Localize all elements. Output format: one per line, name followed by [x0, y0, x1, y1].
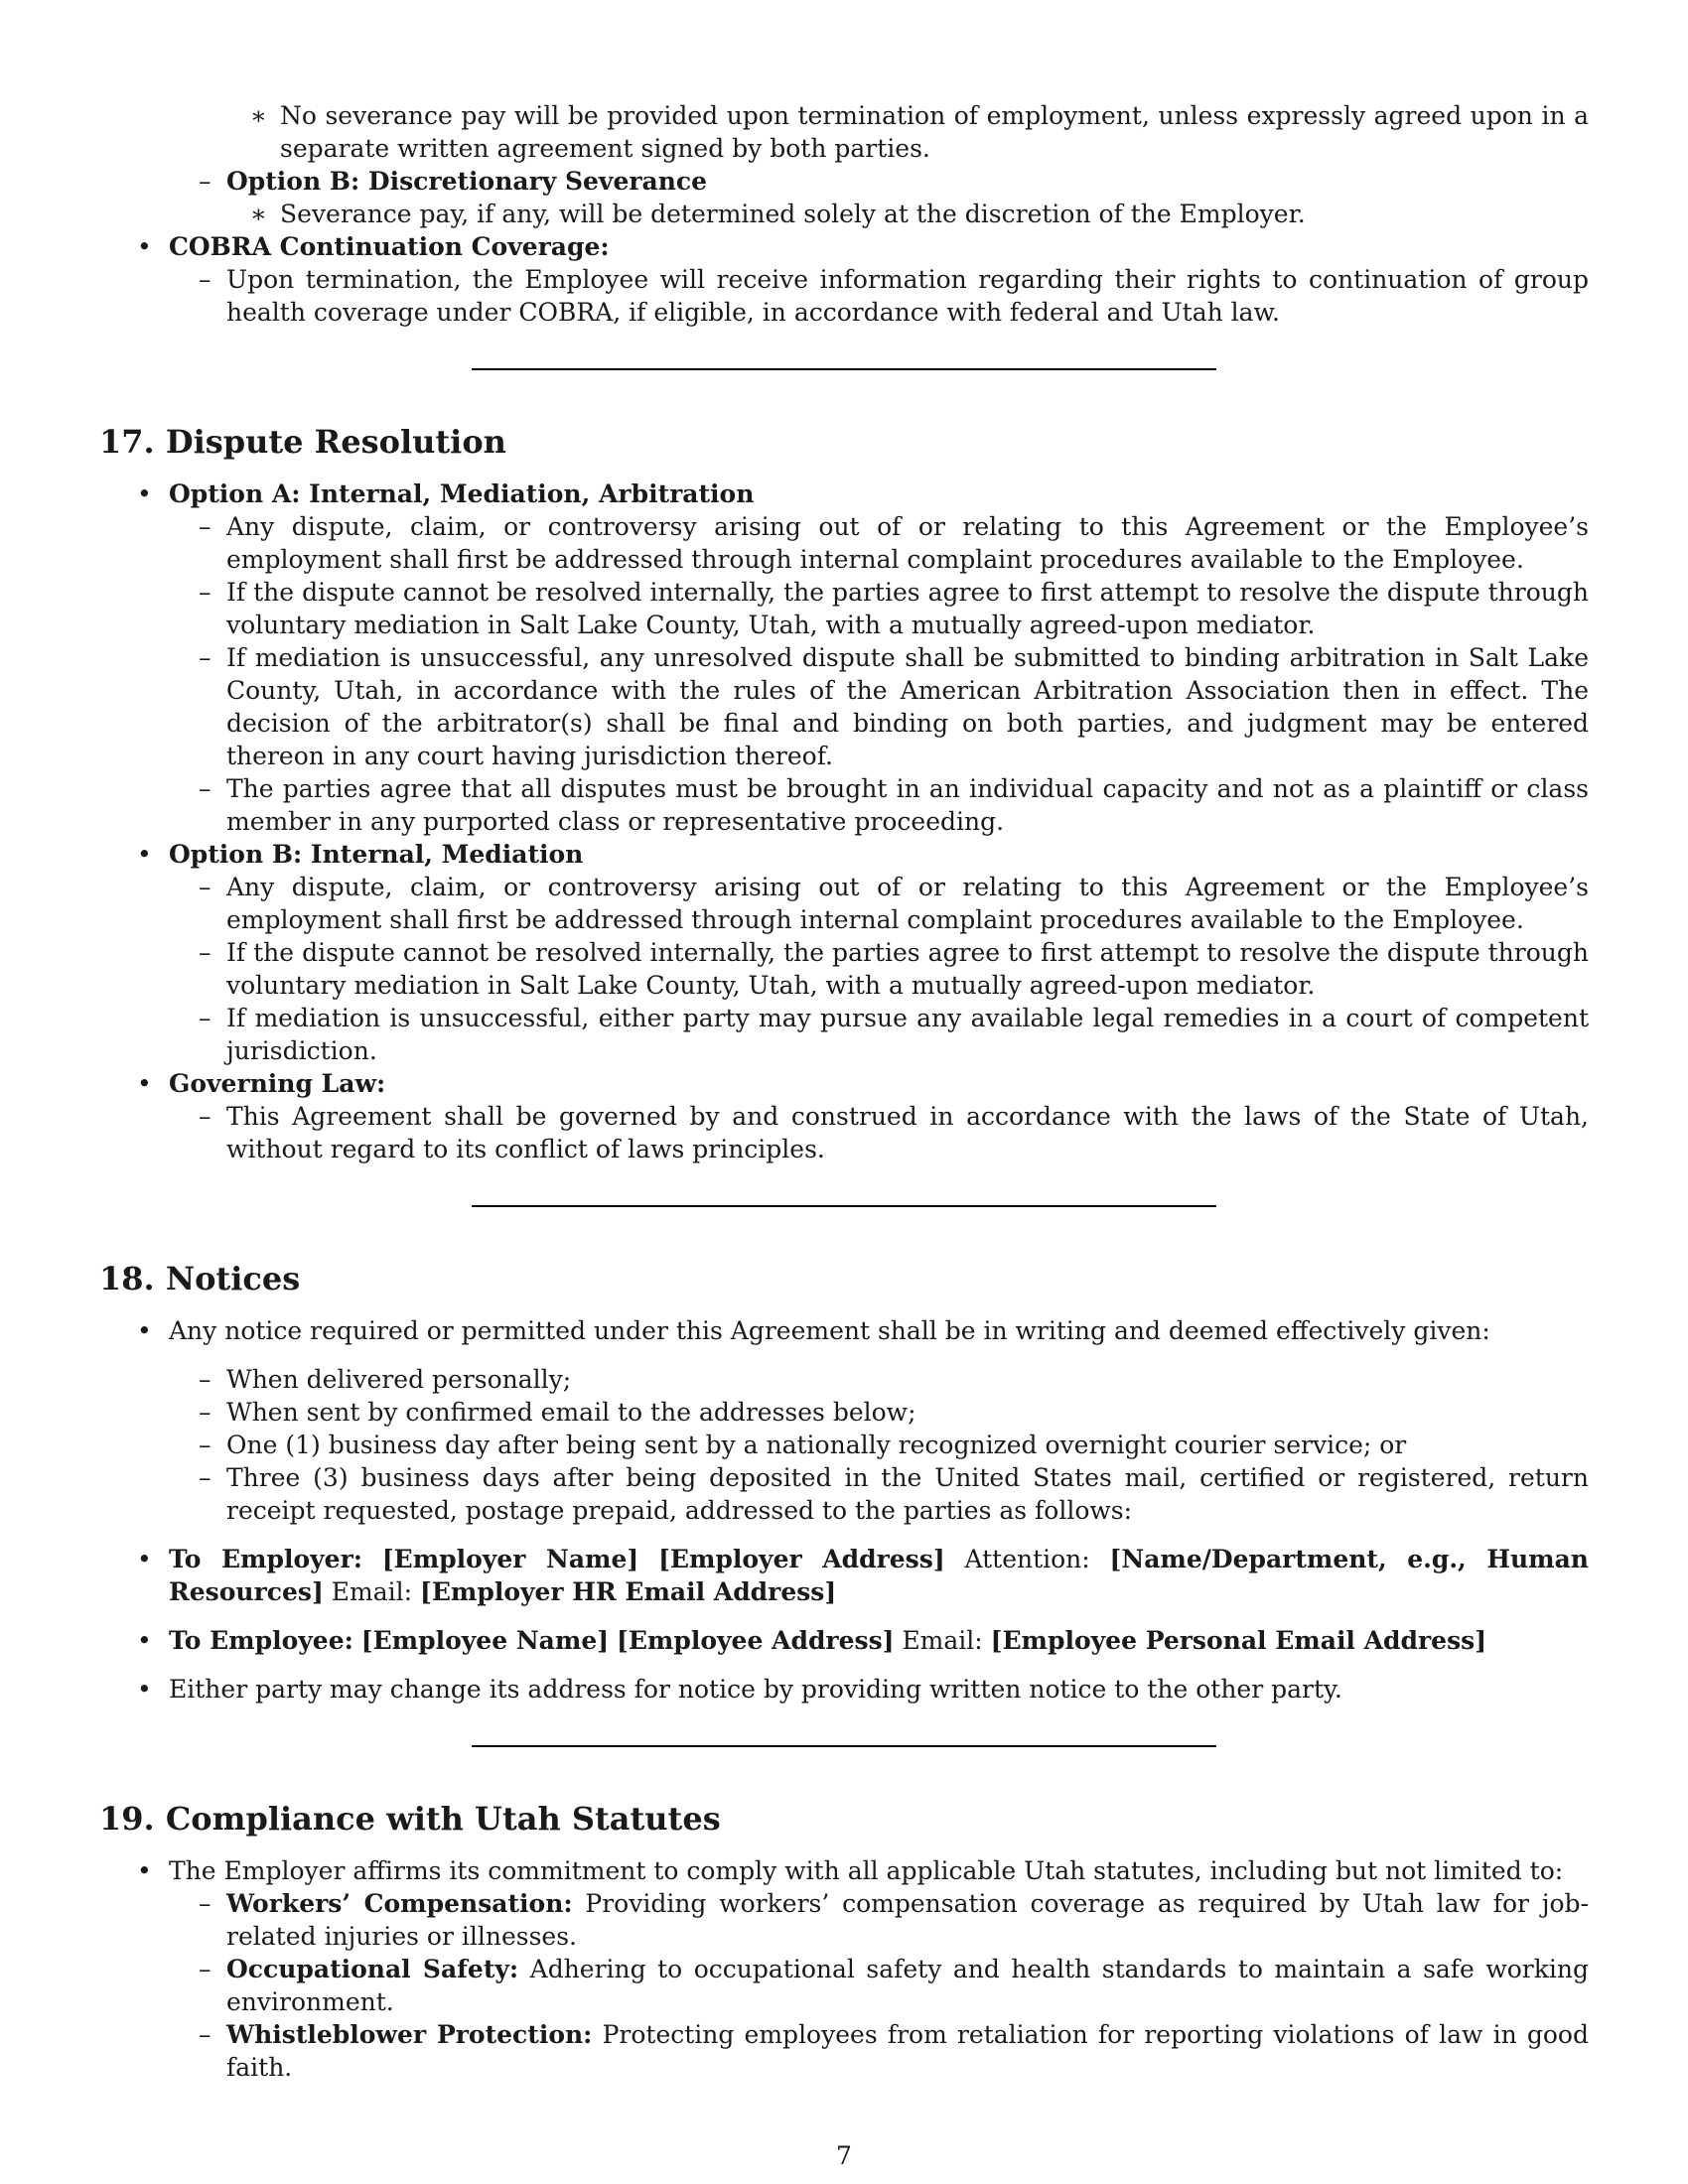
- list-item: – Occupational Safety: Adhering to occupational safety and health standards to maintain a safe working environment.: [199, 1955, 1589, 2016]
- option-label: Option A: Internal, Mediation, Arbitration: [169, 479, 755, 508]
- option-label: Option B: Discretionary Severance: [226, 167, 708, 196]
- list-item: – One (1) business day after being sent by a nationally recognized overnight courier service; or: [199, 1431, 1407, 1459]
- list-item: • Governing Law:: [137, 1069, 386, 1098]
- list-item: – Three (3) business days after being deposited in the United States mail, certified or registered, return receipt requested, postage prepaid, addressed to the parties as follows:: [199, 1463, 1589, 1525]
- option-label: Option B: Internal, Mediation: [169, 840, 584, 869]
- list-item: – The parties agree that all disputes must be brought in an individual capacity and not as a plaintiff or class member in any purported class or representative proceeding.: [199, 774, 1589, 836]
- list-item: ∗ No severance pay will be provided upon termination of employment, unless expressly agreed upon in a separate written agreement signed by both parties.: [250, 101, 1589, 163]
- notice-employee: • To Employee: [Employee Name] [Employee Address] Email: [Employee Personal Email Address]: [137, 1626, 1487, 1655]
- section-heading: 17. Dispute Resolution: [99, 423, 506, 461]
- list-item: – Whistleblower Protection: Protecting employees from retaliation for reporting violations of law in good faith.: [199, 2020, 1589, 2082]
- list-item: – Option B: Discretionary Severance: [199, 167, 708, 196]
- list-item: ∗ Severance pay, if any, will be determined solely at the discretion of the Employer.: [250, 200, 1306, 228]
- list-item: – Workers’ Compensation: Providing workers’ compensation coverage as required by Utah law for job-related injuries or illnesses.: [199, 1889, 1589, 1951]
- page-number: 7: [836, 2141, 852, 2170]
- list-item: – When sent by confirmed email to the addresses below;: [199, 1398, 916, 1427]
- list-item: – When delivered personally;: [199, 1365, 572, 1394]
- list-item: – This Agreement shall be governed by and construed in accordance with the laws of the State of Utah, without regard to its conflict of laws principles.: [199, 1102, 1589, 1163]
- item-label: Governing Law:: [169, 1069, 386, 1098]
- list-item: – If the dispute cannot be resolved internally, the parties agree to first attempt to resolve the dispute through voluntary mediation in Salt Lake County, Utah, with a mutually agreed-upon mediator.: [199, 578, 1589, 639]
- list-item: – If mediation is unsuccessful, any unresolved dispute shall be submitted to binding arbitration in Salt Lake County, Utah, in accordance with the rules of the American Arbitration Association then in effect. The decision of the arbitrator(s) shall be final and binding on both parties, and judgment may be entered thereon in any court having jurisdiction thereof.: [199, 643, 1589, 770]
- list-item: – If mediation is unsuccessful, either party may pursue any available legal remedies in a court of competent jurisdiction.: [199, 1004, 1589, 1065]
- list-item: • The Employer affirms its commitment to comply with all applicable Utah statutes, including but not limited to:: [137, 1856, 1564, 1885]
- section-divider: [472, 368, 1216, 370]
- section-divider: [472, 1205, 1216, 1207]
- section-heading: 18. Notices: [99, 1260, 301, 1297]
- list-item: • Any notice required or permitted under this Agreement shall be in writing and deemed effectively given:: [137, 1316, 1490, 1345]
- list-item: • Option A: Internal, Mediation, Arbitration: [137, 479, 755, 508]
- item-label: COBRA Continuation Coverage:: [169, 232, 610, 261]
- list-item: • COBRA Continuation Coverage:: [137, 232, 610, 261]
- list-item: – Upon termination, the Employee will receive information regarding their rights to continuation of group health coverage under COBRA, if eligible, in accordance with federal and Utah law.: [199, 265, 1589, 327]
- list-item: – Any dispute, claim, or controversy arising out of or relating to this Agreement or the Employee’s employment shall first be addressed through internal complaint procedures available to the Employee.: [199, 873, 1589, 934]
- list-item: • Either party may change its address for notice by providing written notice to the other party.: [137, 1675, 1342, 1704]
- notice-employer: • To Employer: [Employer Name] [Employer Address] Attention: [Name/Department, e.g., Human Resources] Email: [Employer HR Email Address]: [137, 1545, 1589, 1606]
- list-item: • Option B: Internal, Mediation: [137, 840, 584, 869]
- list-item: – Any dispute, claim, or controversy arising out of or relating to this Agreement or the Employee’s employment shall first be addressed through internal complaint procedures available to the Employee.: [199, 512, 1589, 574]
- list-item: – If the dispute cannot be resolved internally, the parties agree to first attempt to resolve the dispute through voluntary mediation in Salt Lake County, Utah, with a mutually agreed-upon mediator.: [199, 938, 1589, 1000]
- section-heading: 19. Compliance with Utah Statutes: [99, 1800, 721, 1838]
- page-content: [99, 99, 1589, 2084]
- section-divider: [472, 1745, 1216, 1747]
